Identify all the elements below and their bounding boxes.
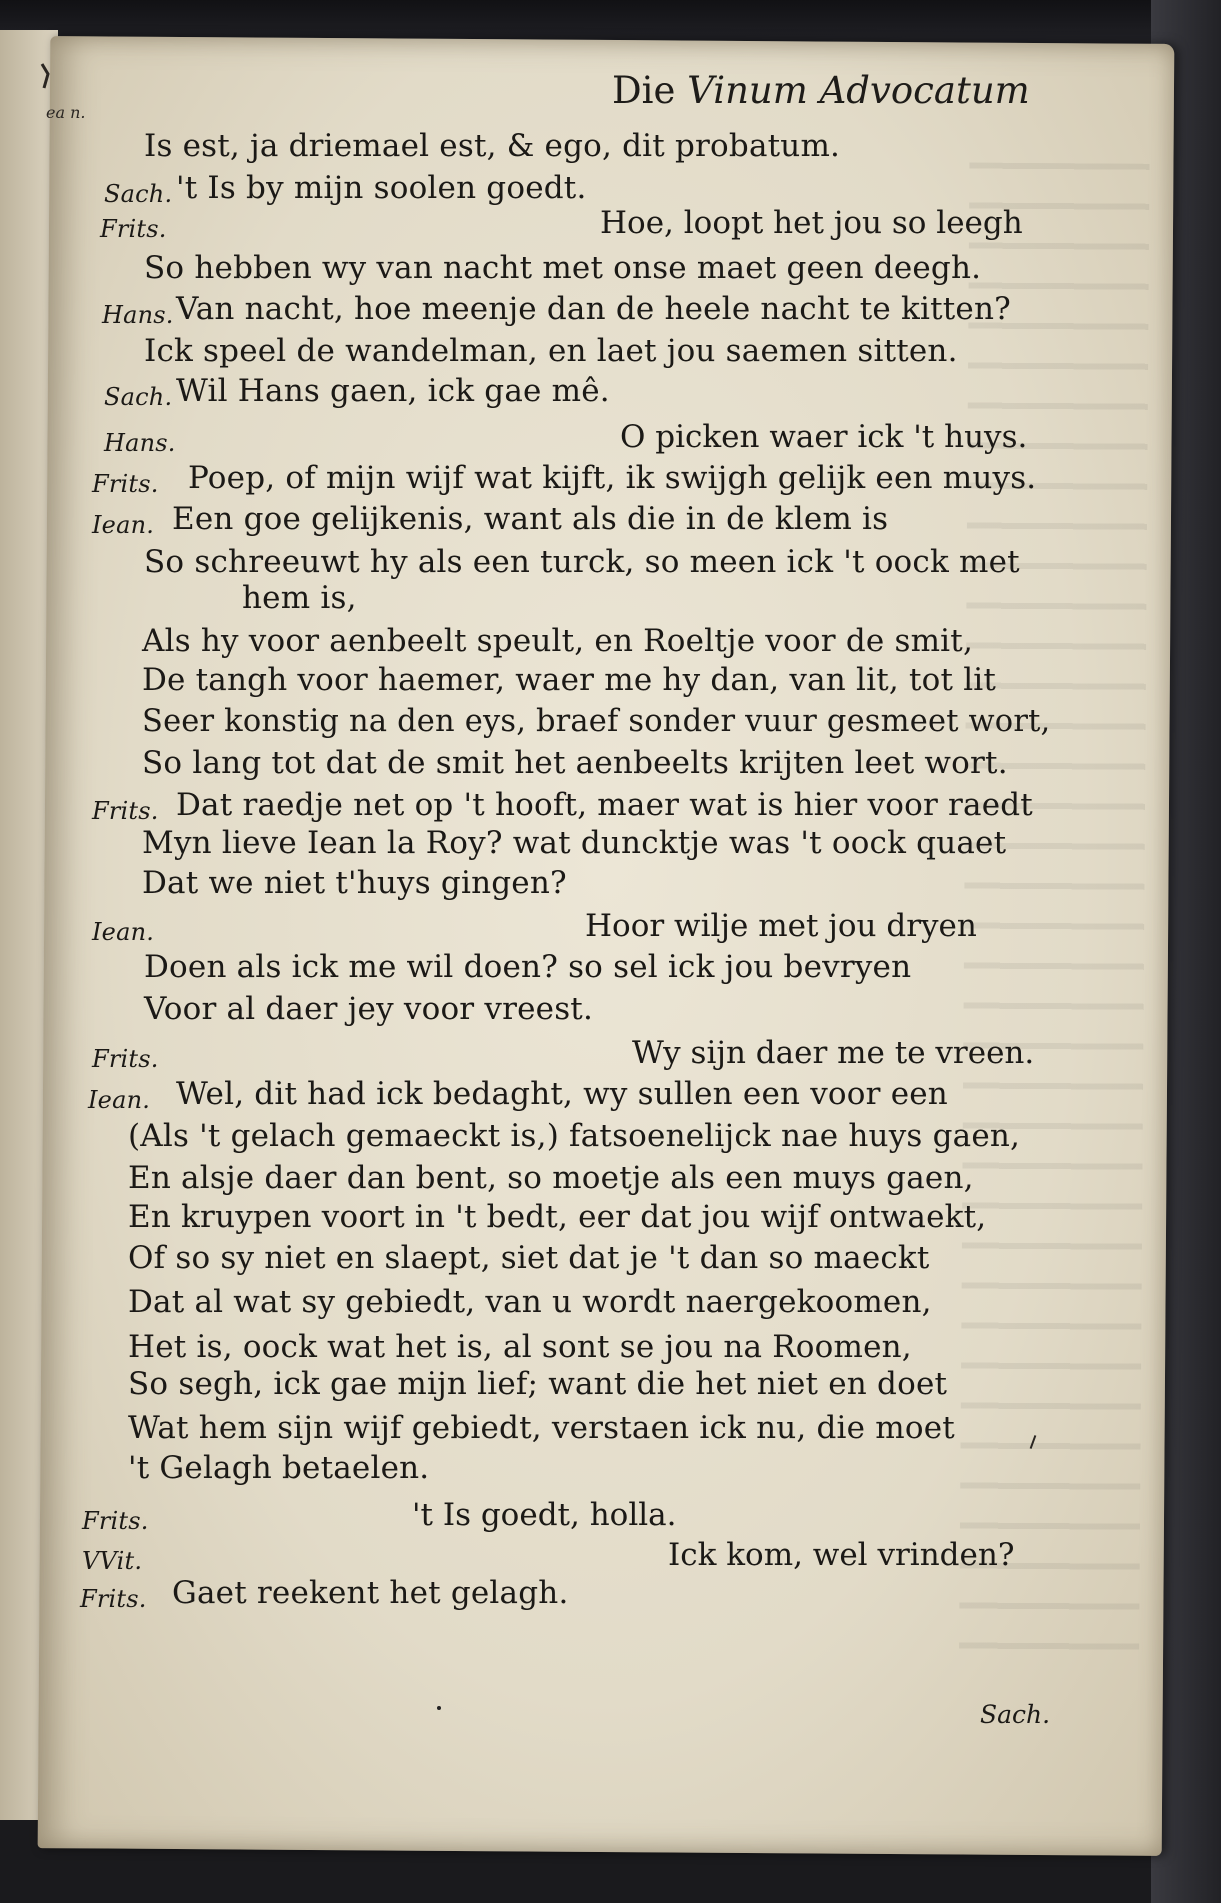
bleed-through-shadow	[959, 163, 1149, 1664]
verse-line-continuation: Wy sijn daer me te vreen.	[632, 1035, 1035, 1071]
verse-line: So segh, ick gae mijn lief; want die het niet en doet	[128, 1366, 948, 1402]
verse-line: Is est, ja driemael est, & ego, dit probatum.	[144, 128, 841, 164]
verse-line: Doen als ick me wil doen? so sel ick jou bevryen	[144, 949, 912, 985]
speaker-label: Iean.	[92, 511, 155, 539]
speaker-label: Iean.	[88, 1086, 151, 1114]
verse-line-continuation: Ick kom, wel vrinden?	[668, 1537, 1015, 1573]
verse-line: Wat hem sijn wijf gebiedt, verstaen ick nu, die moet	[128, 1410, 955, 1446]
verse-line: Of so sy niet en slaept, siet dat je 't dan so maeckt	[128, 1240, 930, 1276]
verse-line: Het is, oock wat het is, al sont se jou na Roomen,	[128, 1329, 912, 1365]
speaker-label: Frits.	[92, 470, 159, 498]
verse-line: En kruypen voort in 't bedt, eer dat jou wijf ontwaekt,	[128, 1199, 987, 1235]
speaker-label: Sach.	[104, 180, 173, 208]
verse-line: En alsje daer dan bent, so moetje als een muys gaen,	[128, 1160, 974, 1196]
speaker-label: Frits.	[80, 1585, 147, 1613]
verse-line: Ick speel de wandelman, en laet jou saemen sitten.	[144, 333, 958, 369]
catchword: Sach.	[980, 1700, 1051, 1729]
running-head	[612, 69, 1030, 112]
margin-note: ea n.	[46, 103, 86, 122]
speaker-label: Frits.	[82, 1507, 149, 1535]
running-head-title: Vinum Advocatum	[687, 69, 1030, 112]
verse-line: So hebben wy van nacht met onse maet geen deegh.	[144, 250, 982, 286]
verse-line: 't Is by mijn soolen goedt.	[176, 170, 587, 206]
running-head-prefix: Die	[612, 69, 676, 112]
speaker-label: Frits.	[100, 215, 167, 243]
verse-line: Wil Hans gaen, ick gae mê.	[176, 373, 610, 409]
speaker-label: VVit.	[82, 1547, 143, 1575]
verse-line: Dat we niet t'huys gingen?	[142, 865, 567, 901]
verse-line-continuation: O picken waer ick 't huys.	[620, 419, 1028, 455]
verse-line: Dat al wat sy gebiedt, van u wordt naergekoomen,	[128, 1284, 932, 1320]
verse-line-continuation: Hoor wilje met jou dryen	[585, 908, 977, 944]
speaker-label: Iean.	[92, 918, 155, 946]
verse-line: Myn lieve Iean la Roy? wat duncktje was 't oock quaet	[142, 825, 1007, 861]
verse-line: Voor al daer jey voor vreest.	[144, 991, 594, 1027]
speaker-label: Hans.	[102, 301, 174, 329]
signature-mark-icon	[38, 60, 56, 92]
verse-line: Poep, of mijn wijf wat kijft, ik swijgh gelijk een muys.	[188, 460, 1037, 496]
verse-line: hem is,	[242, 580, 357, 616]
speaker-label: Frits.	[92, 1045, 159, 1073]
ink-speck	[437, 1706, 441, 1710]
verse-line: Als hy voor aenbeelt speult, en Roeltje voor de smit,	[142, 623, 973, 659]
verse-line: Van nacht, hoe meenje dan de heele nacht te kitten?	[176, 291, 1011, 327]
verse-line: So schreeuwt hy als een turck, so meen ick 't oock met	[144, 544, 1020, 580]
verse-line: 't Gelagh betaelen.	[128, 1450, 430, 1486]
verse-line: De tangh voor haemer, waer me hy dan, van lit, tot lit	[142, 662, 997, 698]
speaker-label: Frits.	[92, 797, 159, 825]
verse-line: So lang tot dat de smit het aenbeelts krijten leet wort.	[142, 745, 1008, 781]
speaker-label: Hans.	[104, 429, 176, 457]
verse-line: Dat raedje net op 't hooft, maer wat is hier voor raedt	[176, 787, 1033, 823]
speaker-label: Sach.	[104, 383, 173, 411]
verse-line: Gaet reekent het gelagh.	[172, 1575, 569, 1611]
verse-line: (Als 't gelach gemaeckt is,) fatsoenelijck nae huys gaen,	[128, 1118, 1021, 1154]
verse-line-continuation: Hoe, loopt het jou so leegh	[600, 205, 1023, 241]
verse-line: Wel, dit had ick bedaght, wy sullen een voor een	[176, 1076, 948, 1112]
verse-line: Een goe gelijkenis, want als die in de klem is	[172, 501, 889, 537]
verse-line: Seer konstig na den eys, braef sonder vuur gesmeet wort,	[142, 703, 1051, 739]
verse-line-continuation: 't Is goedt, holla.	[412, 1497, 677, 1533]
